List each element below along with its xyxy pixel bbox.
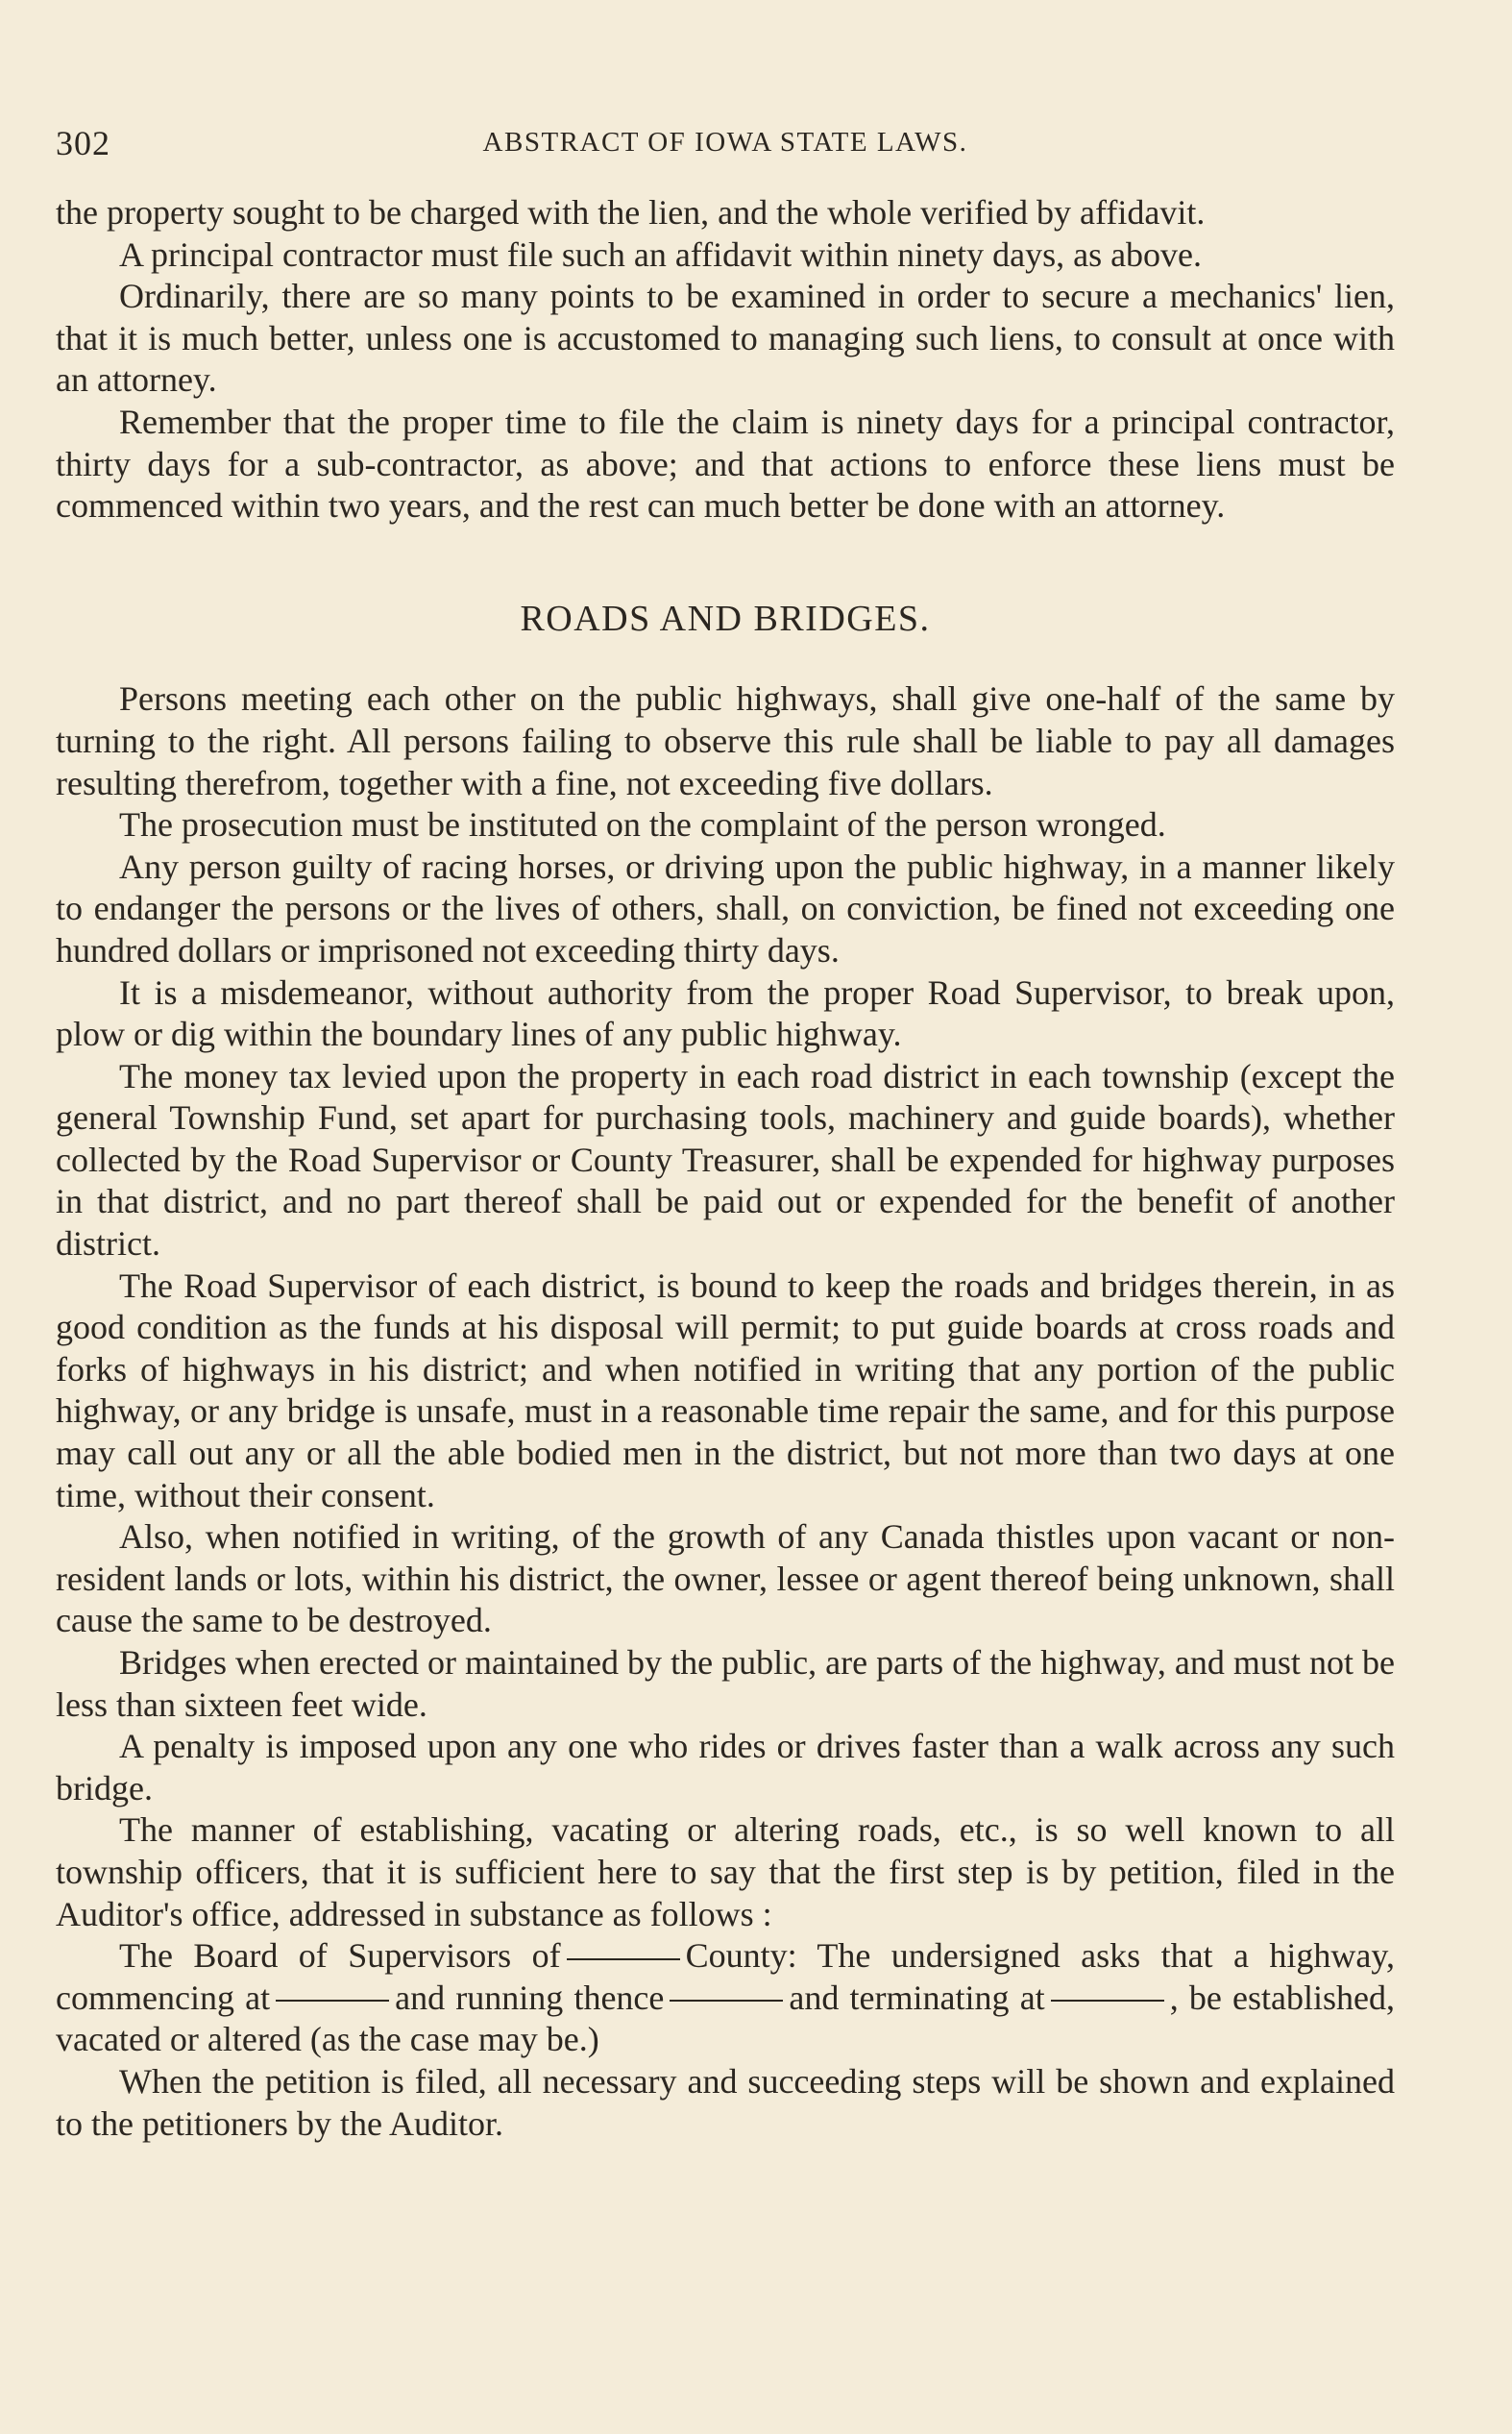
- paragraph-closing: When the petition is filed, all necessary and succeeding steps will be shown and explained to the petitioners by the Auditor.: [56, 2061, 1395, 2143]
- paragraph: The prosecution must be instituted on the complaint of the person wronged.: [119, 805, 1166, 845]
- paragraph: Persons meeting each other on the public highways, shall give one-half of the same by turning to the right. All persons failing to observe this rule shall be liable to pay all damages resulting therefrom, together with a fine, not exceeding five dollars.: [56, 679, 1395, 802]
- running-head: [56, 123, 1395, 173]
- body-text: [56, 192, 1395, 2145]
- petition-form: [56, 1935, 1395, 2061]
- running-title: ABSTRACT OF IOWA STATE LAWS.: [482, 127, 968, 158]
- blank-line: [276, 2000, 389, 2002]
- petition-text: , be established, vacated or altered (as the case may be.): [56, 1978, 1395, 2059]
- paragraph: The money tax levied upon the property in each road district in each township (except the general Township Fund, set apart for purchasing tools, machinery and guide boards), whether collected by the Road Supervisor or County Treasurer, shall be expended for highway purposes in that district, and no part thereof shall be paid out or expended for the benefit of another district.: [56, 1056, 1395, 1264]
- paragraph: A penalty is imposed upon any one who rides or drives faster than a walk across any such bridge.: [56, 1727, 1395, 1807]
- paragraph: The Road Supervisor of each district, is bound to keep the roads and bridges therein, in as good condition as the funds at his disposal will permit; to put guide boards at cross roads and forks of highways in his district; and when notified in writing that any portion of the public highway, or any bridge is unsafe, must in a reasonable time repair the same, and for this purpose may call out any or all the able bodied men in the district, but not more than two days at one time, without their consent.: [56, 1266, 1395, 1514]
- petition-text: The Board of Supervisors of: [119, 1936, 561, 1976]
- page: [56, 123, 1395, 2145]
- blank-line: [1051, 2000, 1164, 2002]
- paragraph: Ordinarily, there are so many points to be examined in order to secure a mechanics' lien, that it is much better, unless one is accustomed to managing such liens, to consult at once with an attorney.: [56, 277, 1395, 400]
- paragraph-continued: the property sought to be charged with the lien, and the whole verified by affidavit.: [56, 193, 1206, 232]
- petition-text: and running thence: [395, 1978, 665, 2017]
- paragraph: Also, when notified in writing, of the growth of any Canada thistles upon vacant or non-resident lands or lots, within his district, the owner, lessee or agent thereof being unknown, shall cause the same to be destroyed.: [56, 1517, 1395, 1640]
- paragraph: Remember that the proper time to file the claim is ninety days for a principal contractor, thirty days for a sub-contractor, as above; and that actions to enforce these liens must be commenced within two years, and the rest can much better be done with an attorney.: [56, 402, 1395, 526]
- section-heading: ROADS AND BRIDGES.: [520, 598, 931, 639]
- petition-text: and terminating at: [789, 1978, 1045, 2017]
- page-number: 302: [56, 124, 110, 162]
- blank-line: [567, 1958, 680, 1960]
- paragraph: Any person guilty of racing horses, or driving upon the public highway, in a manner likely to endanger the persons or the lives of others, shall, on conviction, be fined not exceeding one hundred dollars or imprisoned not exceeding thirty days.: [56, 847, 1395, 970]
- paragraph: A principal contractor must file such an affidavit within ninety days, as above.: [119, 234, 1203, 274]
- paragraph: It is a misdemeanor, without authority from the proper Road Supervisor, to break upon, plow or dig within the boundary lines of any public highway.: [56, 972, 1395, 1054]
- blank-line: [670, 2000, 783, 2002]
- petition-text: County: The undersigned asks that a highway, commencing at: [56, 1936, 1396, 2017]
- paragraph: Bridges when erected or maintained by the public, are parts of the highway, and must not be less than sixteen feet wide.: [56, 1643, 1395, 1724]
- paragraph: The manner of establishing, vacating or altering roads, etc., is so well known to all township officers, that it is sufficient here to say that the first step is by petition, filed in the Auditor's office, addressed in substance as follows :: [56, 1810, 1395, 1933]
